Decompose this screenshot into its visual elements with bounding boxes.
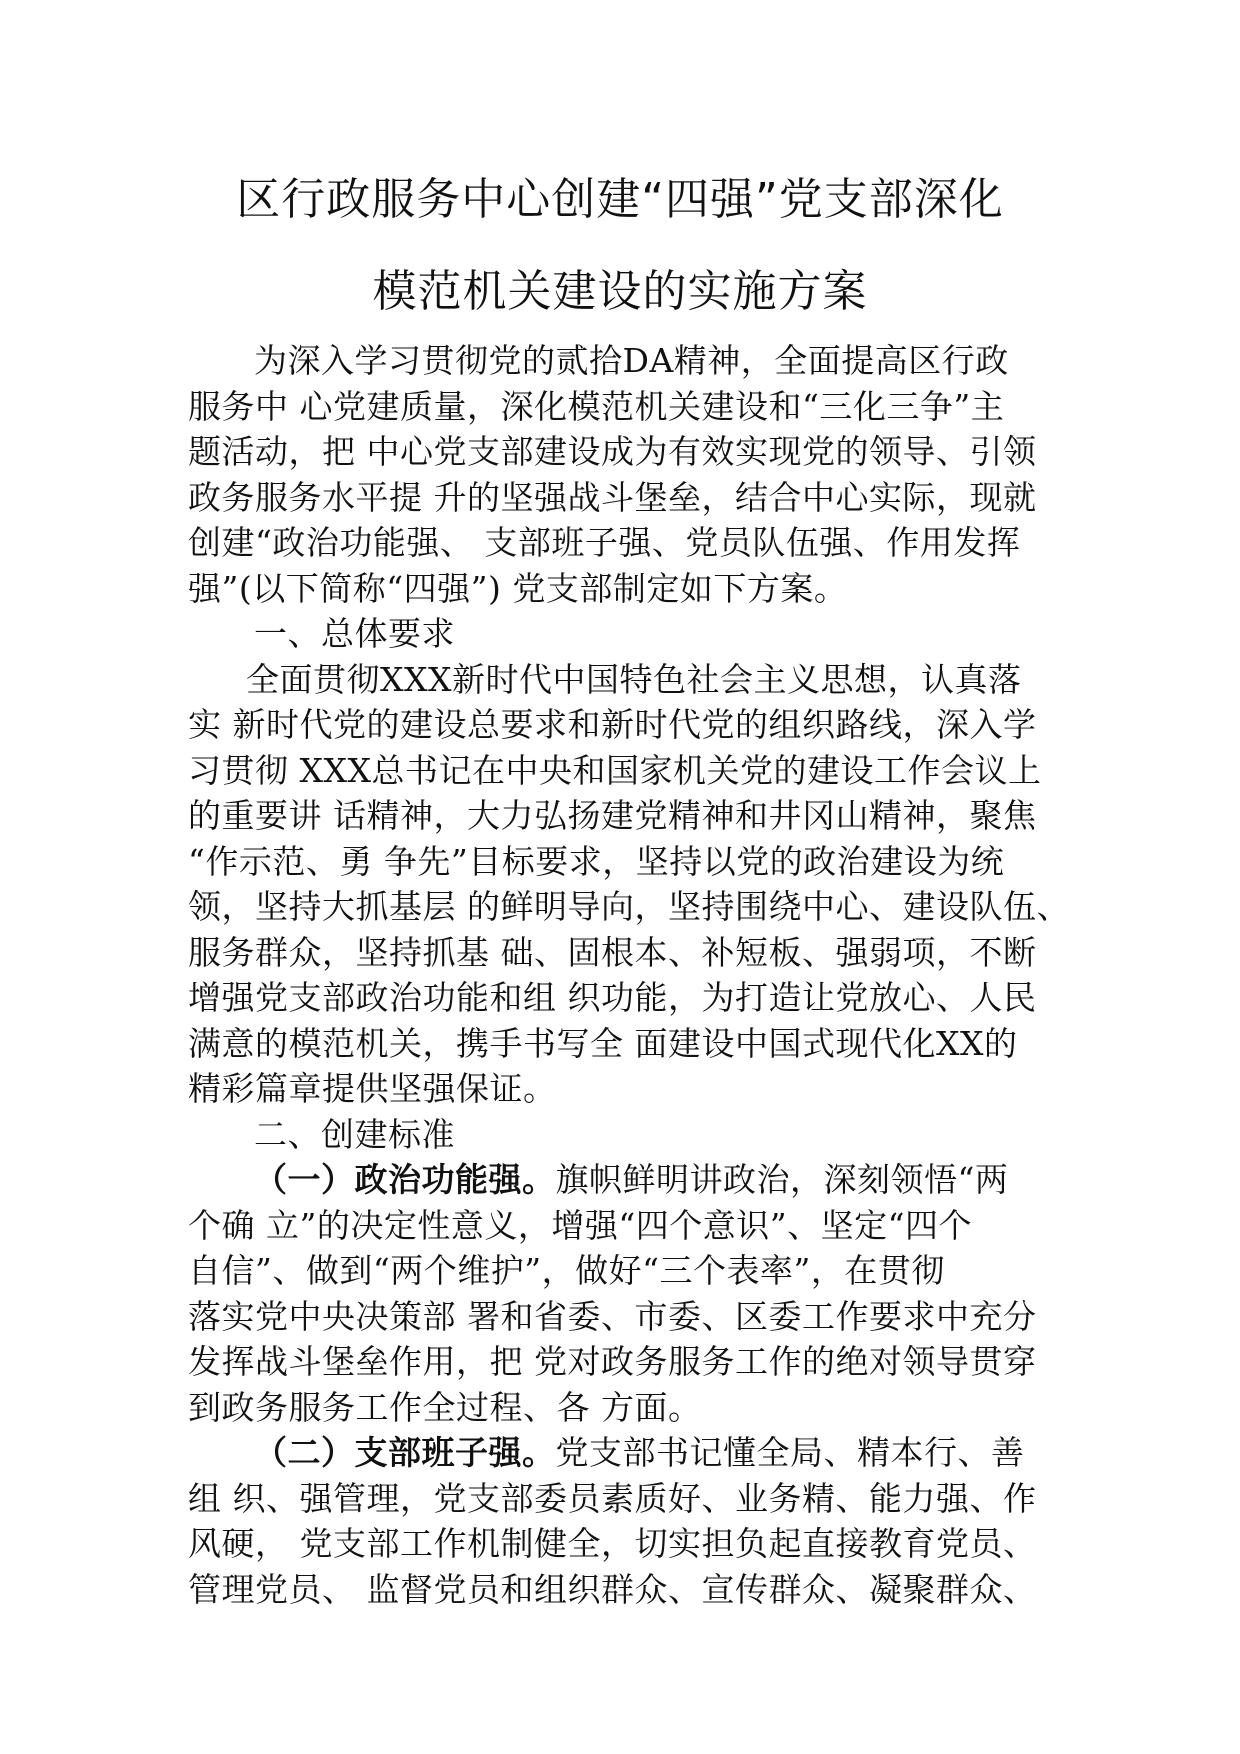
paragraph-line: 政务服务水平提 升的坚强战斗堡垒，结合中心实际，现就 bbox=[188, 477, 1037, 517]
paragraph-line: 落实党中央决策部 署和省委、市委、区委工作要求中充分 bbox=[188, 1296, 1037, 1336]
paragraph-line: 精彩篇章提供坚强保证。 bbox=[188, 1069, 557, 1108]
paragraph-line: 服务中 心党建质量，深化模范机关建设和“三化三争”主 bbox=[188, 386, 1005, 426]
paragraph-line: 全面贯彻XXX新时代中国特色社会主义思想，认真落 bbox=[246, 659, 1022, 699]
document-body bbox=[188, 338, 1088, 1612]
subsection-heading: （一）政治功能强。 bbox=[254, 1160, 556, 1199]
document-title-line-2: 模范机关建设的实施方案 bbox=[372, 266, 868, 317]
paragraph-line: 强”(以下简称“四强”) 党支部制定如下方案。 bbox=[188, 568, 848, 608]
paragraph-text: 党支部书记懂全局、精本行、善 bbox=[555, 1433, 1025, 1472]
paragraph-line: 服务群众，坚持抓基 础、固根本、补短板、强弱项，不断 bbox=[188, 932, 1037, 972]
paragraph-line: “作示范、勇 争先”目标要求，坚持以党的政治建设为统 bbox=[188, 841, 1005, 881]
paragraph-line: 增强党支部政治功能和组 织功能，为打造让党放心、人民 bbox=[188, 978, 1037, 1017]
paragraph-line: 题活动，把 中心党支部建设成为有效实现党的领导、引领 bbox=[188, 432, 1037, 471]
paragraph-line: 的重要讲 话精神，大力弘扬建党精神和井冈山精神，聚焦 bbox=[188, 796, 1037, 835]
section-heading: 二、创建标准 bbox=[254, 1114, 455, 1154]
paragraph-text: 旗帜鲜明讲政治，深刻领悟“两 bbox=[555, 1160, 1009, 1199]
paragraph-line: 管理党员、 监督党员和组织群众、宣传群众、凝聚群众、 bbox=[188, 1569, 1037, 1609]
paragraph-line: 满意的模范机关，携手书写全 面建设中国式现代化XX的 bbox=[188, 1023, 1018, 1063]
paragraph-line: 风硬， 党支部工作机制健全，切实担负起直接教育党员、 bbox=[188, 1524, 1037, 1563]
paragraph-line: 自信”、做到“两个维护”，做好“三个表率”，在贯彻 bbox=[188, 1251, 945, 1290]
paragraph-line: 创建“政治功能强、 支部班子强、党员队伍强、作用发挥 bbox=[188, 523, 1021, 562]
subsection-line bbox=[188, 1430, 1088, 1476]
paragraph-line: 习贯彻 XXX总书记在中央和国家机关党的建设工作会议上 bbox=[188, 750, 1042, 790]
paragraph-line: 个确 立”的决定性意义，增强“四个意识”、坚定“四个 bbox=[188, 1205, 972, 1245]
paragraph-line: 发挥战斗堡垒作用，把 党对政务服务工作的绝对领导贯穿 bbox=[188, 1342, 1037, 1381]
paragraph-line: 实 新时代党的建设总要求和新时代党的组织路线，深入学 bbox=[188, 705, 1037, 744]
paragraph-line: 为深入学习贯彻党的贰拾DA精神，全面提高区行政 bbox=[254, 341, 1009, 380]
subsection-heading: （二）支部班子强。 bbox=[254, 1433, 556, 1472]
paragraph-line: 组 织、强管理，党支部委员素质好、业务精、能力强、作 bbox=[188, 1478, 1037, 1518]
paragraph-line: 到政务服务工作全过程、各 方面。 bbox=[188, 1387, 702, 1427]
section-heading: 一、总体要求 bbox=[254, 614, 455, 653]
paragraph-line: 领，坚持大抓基层 的鲜明导向，坚持围绕中心、建设队伍、 bbox=[188, 887, 1070, 926]
subsection-line bbox=[188, 1157, 1088, 1203]
document-title-line-1: 区行政服务中心创建“四强”党支部深化 bbox=[236, 174, 1004, 225]
